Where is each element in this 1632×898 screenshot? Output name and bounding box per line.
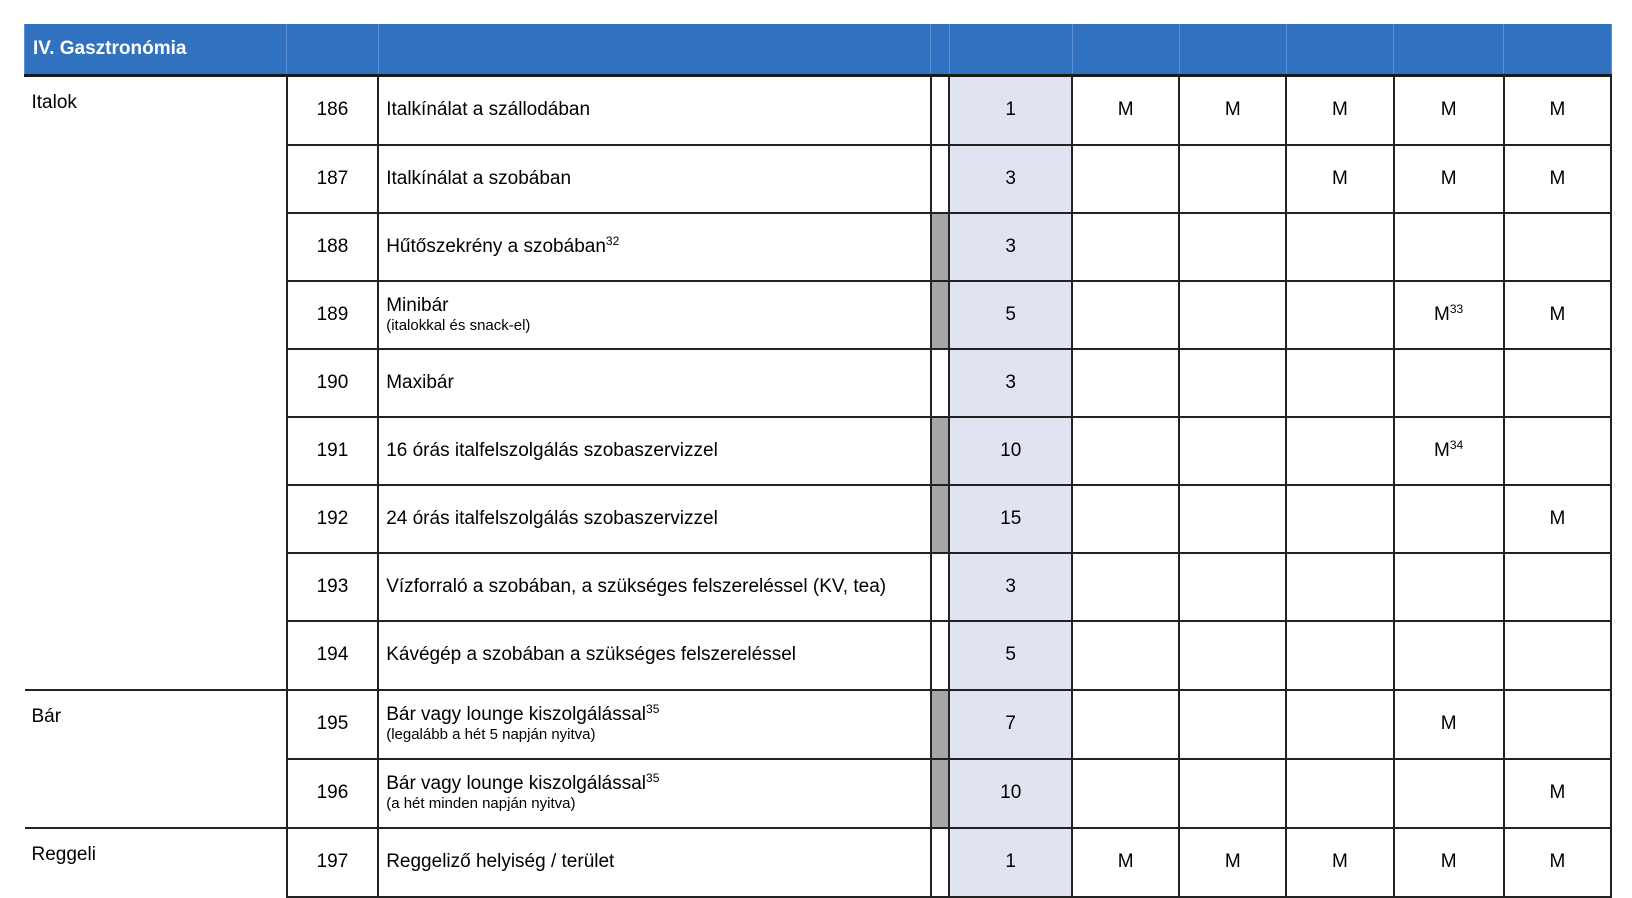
- category-5-cell: [1504, 690, 1611, 759]
- item-description: [378, 145, 930, 213]
- item-description: [378, 690, 930, 759]
- table-row: [25, 76, 1612, 146]
- item-description: [378, 76, 930, 146]
- mandatory-mark: M: [1224, 99, 1241, 121]
- category-5-cell: [1504, 281, 1611, 349]
- mandatory-mark: M: [1549, 507, 1566, 529]
- category-2-cell: [1179, 485, 1286, 553]
- mandatory-mark: M: [1332, 851, 1348, 873]
- category-2-cell: [1179, 145, 1286, 213]
- table-row: [25, 553, 1612, 621]
- category-4-cell: [1394, 828, 1504, 897]
- category-cell: Reggeli: [25, 828, 287, 897]
- marker-empty: [931, 621, 950, 690]
- mandatory-mark: M: [1434, 439, 1450, 461]
- table-row: [25, 759, 1612, 828]
- description-text: 16 órás italfelszolgálás szobaszervizzel: [386, 439, 718, 461]
- marker-filled: [931, 281, 950, 349]
- header-cell: [1179, 24, 1286, 76]
- category-cell: [25, 281, 287, 349]
- header-cell: [1504, 24, 1611, 76]
- points-cell: 5: [949, 621, 1072, 690]
- item-number: 197: [287, 828, 379, 897]
- table-row: [25, 621, 1612, 690]
- footnote-ref: 33: [1449, 301, 1464, 316]
- mandatory-mark: M: [1117, 851, 1134, 873]
- mandatory-mark: M: [1332, 99, 1348, 121]
- category-5-cell: [1504, 145, 1611, 213]
- category-1-cell: [1072, 759, 1179, 828]
- item-number: 189: [287, 281, 379, 349]
- description-main: [386, 509, 929, 530]
- category-4-cell: [1394, 76, 1504, 146]
- category-5-cell: [1504, 759, 1611, 828]
- mandatory-mark: M: [1440, 713, 1457, 735]
- section-title: IV. Gasztronómia: [25, 24, 287, 76]
- footnote-ref: 35: [646, 702, 660, 717]
- points-cell: 3: [949, 349, 1072, 417]
- header-cell: [1072, 24, 1179, 76]
- category-3-cell: [1286, 76, 1393, 146]
- category-5-cell: [1504, 621, 1611, 690]
- description-main: [386, 645, 929, 666]
- description-main: [386, 373, 929, 394]
- category-2-cell: [1179, 553, 1286, 621]
- header-cell: [378, 24, 930, 76]
- item-number: 195: [287, 690, 379, 759]
- description-main: [386, 233, 929, 258]
- category-cell: [25, 417, 287, 485]
- category-4-cell: [1394, 621, 1504, 690]
- category-5-cell: [1504, 485, 1611, 553]
- description-note: (legalább a hét 5 napján nyitva): [386, 726, 596, 744]
- category-1-cell: [1072, 213, 1179, 281]
- mandatory-mark: M: [1434, 303, 1450, 325]
- item-description: [378, 621, 930, 690]
- category-4-cell: [1394, 281, 1504, 349]
- marker-empty: [931, 828, 950, 897]
- item-number: 188: [287, 213, 379, 281]
- category-3-cell: [1286, 621, 1393, 690]
- category-1-cell: [1072, 349, 1179, 417]
- item-description: [378, 828, 930, 897]
- category-2-cell: [1179, 690, 1286, 759]
- category-1-cell: [1072, 76, 1179, 146]
- description-main: [386, 169, 929, 190]
- description-main: [386, 771, 929, 795]
- category-cell: Bár: [25, 690, 287, 759]
- description-main: [386, 702, 929, 726]
- marker-empty: [931, 145, 950, 213]
- table-row: [25, 690, 1612, 759]
- marker-filled: [931, 759, 950, 828]
- category-3-cell: [1286, 553, 1393, 621]
- table-row: [25, 281, 1612, 349]
- category-cell: [25, 349, 287, 417]
- category-1-cell: [1072, 690, 1179, 759]
- mandatory-mark: M: [1440, 851, 1457, 873]
- item-number: 187: [287, 145, 379, 213]
- marker-empty: [931, 553, 950, 621]
- marker-filled: [931, 417, 950, 485]
- footnote-ref: 32: [605, 233, 620, 248]
- category-1-cell: [1072, 281, 1179, 349]
- description-text: Italkínálat a szállodában: [386, 99, 591, 121]
- category-2-cell: [1179, 349, 1286, 417]
- item-number: 193: [287, 553, 379, 621]
- footnote-ref: 35: [646, 771, 660, 786]
- category-4-cell: [1394, 553, 1504, 621]
- description-text: Maxibár: [386, 371, 454, 393]
- header-cell: [931, 24, 950, 76]
- points-cell: 7: [949, 690, 1072, 759]
- mandatory-mark: M: [1549, 782, 1566, 804]
- marker-empty: [931, 76, 950, 146]
- item-description: [378, 213, 930, 281]
- item-number: 192: [287, 485, 379, 553]
- category-2-cell: [1179, 759, 1286, 828]
- table-row: [25, 145, 1612, 213]
- mandatory-mark: M: [1332, 167, 1348, 189]
- category-2-cell: [1179, 621, 1286, 690]
- category-5-cell: [1504, 76, 1611, 146]
- category-4-cell: [1394, 759, 1504, 828]
- description-text: 24 órás italfelszolgálás szobaszervizzel: [386, 507, 718, 529]
- mandatory-mark: M: [1224, 851, 1241, 873]
- table-row: [25, 828, 1612, 897]
- category-cell: [25, 145, 287, 213]
- category-1-cell: [1072, 828, 1179, 897]
- marker-filled: [931, 213, 950, 281]
- item-description: [378, 349, 930, 417]
- description-text: Hűtőszekrény a szobában: [386, 235, 606, 257]
- table-row: [25, 417, 1612, 485]
- category-3-cell: [1286, 281, 1393, 349]
- mandatory-mark: M: [1549, 99, 1566, 121]
- section-header-row: [25, 24, 1612, 76]
- points-cell: 1: [949, 76, 1072, 146]
- mandatory-mark: M: [1117, 99, 1134, 121]
- category-cell: [25, 759, 287, 828]
- category-cell: [25, 485, 287, 553]
- description-main: [386, 441, 929, 462]
- category-3-cell: [1286, 145, 1393, 213]
- header-cell: [1286, 24, 1393, 76]
- description-text: Italkínálat a szobában: [386, 167, 572, 189]
- category-4-cell: [1394, 145, 1504, 213]
- category-3-cell: [1286, 349, 1393, 417]
- category-5-cell: [1504, 349, 1611, 417]
- points-cell: 3: [949, 145, 1072, 213]
- item-description: [378, 553, 930, 621]
- category-2-cell: [1179, 213, 1286, 281]
- item-number: 196: [287, 759, 379, 828]
- category-5-cell: [1504, 553, 1611, 621]
- description-text: Kávégép a szobában a szükséges felszereléssel: [386, 644, 797, 666]
- header-cell: [949, 24, 1072, 76]
- mandatory-mark: M: [1549, 167, 1566, 189]
- marker-empty: [931, 349, 950, 417]
- category-1-cell: [1072, 145, 1179, 213]
- item-description: [378, 281, 930, 349]
- criteria-table: [24, 24, 1612, 898]
- header-cell: [1394, 24, 1504, 76]
- category-1-cell: [1072, 485, 1179, 553]
- table-row: [25, 485, 1612, 553]
- points-cell: 15: [949, 485, 1072, 553]
- mandatory-mark: M: [1549, 851, 1566, 873]
- points-cell: 3: [949, 213, 1072, 281]
- item-number: 194: [287, 621, 379, 690]
- description-text: Minibár: [386, 294, 449, 316]
- description-main: [386, 100, 929, 121]
- points-cell: 10: [949, 759, 1072, 828]
- description-main: [386, 852, 929, 873]
- mandatory-mark: M: [1549, 303, 1566, 325]
- item-number: 186: [287, 76, 379, 146]
- description-text: Vízforraló a szobában, a szükséges felszereléssel (KV, tea): [386, 575, 887, 597]
- category-1-cell: [1072, 621, 1179, 690]
- table-row: [25, 213, 1612, 281]
- table-row: [25, 349, 1612, 417]
- description-text: Reggeliző helyiség / terület: [386, 851, 615, 873]
- category-cell: Italok: [25, 76, 287, 146]
- category-1-cell: [1072, 553, 1179, 621]
- footnote-ref: 34: [1449, 437, 1464, 452]
- mandatory-mark: M: [1440, 99, 1457, 121]
- category-5-cell: [1504, 828, 1611, 897]
- item-number: 190: [287, 349, 379, 417]
- item-description: [378, 485, 930, 553]
- category-3-cell: [1286, 690, 1393, 759]
- category-4-cell: [1394, 349, 1504, 417]
- description-text: Bár vagy lounge kiszolgálással: [386, 704, 647, 726]
- description-note: (italokkal és snack-el): [386, 316, 531, 334]
- points-cell: 10: [949, 417, 1072, 485]
- description-main: [386, 577, 929, 598]
- item-number: 191: [287, 417, 379, 485]
- category-3-cell: [1286, 213, 1393, 281]
- category-3-cell: [1286, 828, 1393, 897]
- category-2-cell: [1179, 417, 1286, 485]
- category-4-cell: [1394, 213, 1504, 281]
- category-5-cell: [1504, 213, 1611, 281]
- category-cell: [25, 213, 287, 281]
- category-cell: [25, 553, 287, 621]
- category-cell: [25, 621, 287, 690]
- description-text: Bár vagy lounge kiszolgálással: [386, 773, 647, 795]
- item-description: [378, 417, 930, 485]
- marker-filled: [931, 690, 950, 759]
- category-1-cell: [1072, 417, 1179, 485]
- category-5-cell: [1504, 417, 1611, 485]
- points-cell: 5: [949, 281, 1072, 349]
- category-2-cell: [1179, 828, 1286, 897]
- marker-filled: [931, 485, 950, 553]
- category-4-cell: [1394, 485, 1504, 553]
- category-2-cell: [1179, 281, 1286, 349]
- mandatory-mark: M: [1440, 167, 1457, 189]
- item-description: [378, 759, 930, 828]
- category-3-cell: [1286, 485, 1393, 553]
- category-3-cell: [1286, 417, 1393, 485]
- description-note: (a hét minden napján nyitva): [386, 795, 576, 813]
- category-2-cell: [1179, 76, 1286, 146]
- header-cell: [287, 24, 379, 76]
- description-main: [386, 296, 929, 317]
- category-3-cell: [1286, 759, 1393, 828]
- category-4-cell: [1394, 690, 1504, 759]
- points-cell: 3: [949, 553, 1072, 621]
- category-4-cell: [1394, 417, 1504, 485]
- points-cell: 1: [949, 828, 1072, 897]
